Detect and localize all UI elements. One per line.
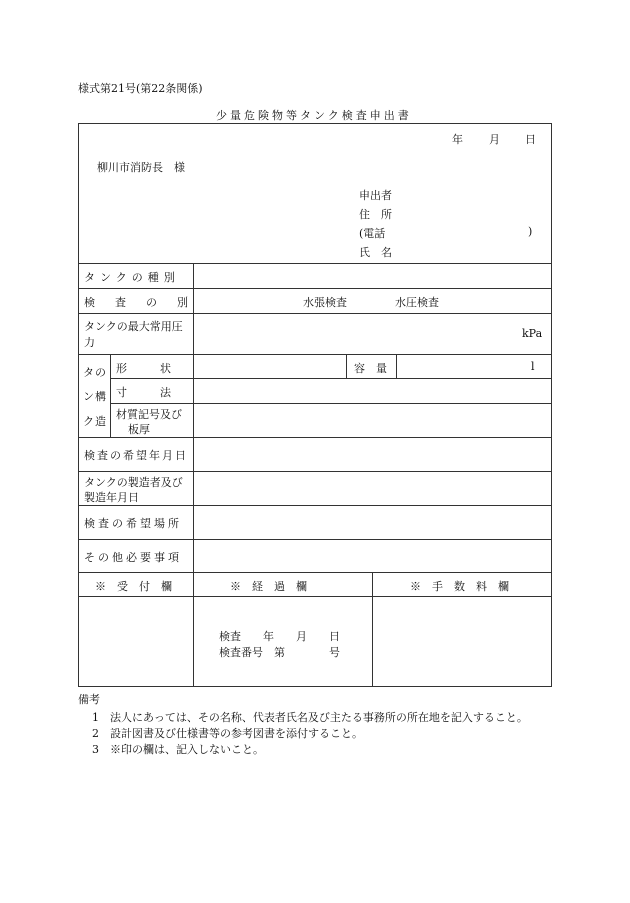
progress-header: ※ 経 過 欄 — [230, 580, 307, 593]
form-number: 様式第21号(第22条関係) — [78, 82, 203, 95]
note-item-2: 2 設計図書及び仕様書等の参考図書を添付すること。 — [92, 727, 363, 740]
fee-header: ※ 手 数 料 欄 — [410, 580, 509, 593]
reception-header: ※ 受 付 欄 — [95, 580, 172, 593]
manufacturer-label-2: 製造年月日 — [84, 491, 139, 504]
capacity-label: 容 量 — [354, 362, 387, 375]
applicant-label: 申出者 — [359, 189, 392, 202]
dimensions-label: 寸 法 — [116, 386, 171, 399]
other-label: その他必要事項 — [84, 551, 182, 564]
inspection-date-line: 検査 年 月 日 — [219, 630, 340, 643]
shape-label: 形 状 — [116, 362, 171, 375]
water-pressure-inspection: 水圧検査 — [395, 296, 439, 309]
max-pressure-label-2: 力 — [84, 336, 95, 349]
date-month: 月 — [489, 133, 500, 146]
structure-char-5: ク — [83, 415, 94, 428]
inspection-number-line: 検査番号 第 号 — [219, 646, 340, 659]
inspection-type-label: 検 査 の 別 — [84, 296, 188, 309]
structure-char-4: 構 — [95, 390, 106, 403]
pressure-unit: kPa — [522, 327, 543, 340]
form-title: 少量危険物等タンク検査申出書 — [216, 109, 412, 122]
structure-char-2: の — [95, 366, 106, 379]
date-day: 日 — [525, 133, 536, 146]
structure-char-1: タ — [83, 366, 94, 379]
desired-place-label: 検査の希望場所 — [84, 517, 182, 530]
note-item-3: 3 ※印の欄は、記入しないこと。 — [92, 743, 264, 756]
material-label-1: 材質記号及び — [116, 408, 182, 421]
structure-char-6: 造 — [95, 415, 106, 428]
notes-heading: 備考 — [78, 693, 100, 706]
addressee: 柳川市消防長 様 — [97, 161, 185, 174]
phone-close: ) — [528, 225, 533, 238]
desired-date-label: 検査の希望年月日 — [84, 449, 188, 462]
capacity-unit: l — [531, 360, 535, 373]
tank-type-label: タンクの種別 — [84, 271, 180, 284]
max-pressure-label-1: タンクの最大常用圧 — [84, 320, 183, 333]
date-year: 年 — [452, 133, 463, 146]
material-label-2: 板厚 — [128, 423, 150, 436]
phone-label: (電話 — [359, 227, 386, 240]
address-label: 住 所 — [359, 208, 392, 221]
manufacturer-label-1: タンクの製造者及び — [84, 476, 183, 489]
structure-char-3: ン — [83, 390, 94, 403]
note-item-1: 1 法人にあっては、その名称、代表者氏名及び主たる事務所の所在地を記入すること。 — [92, 711, 528, 724]
name-label: 氏 名 — [359, 246, 392, 259]
water-fill-inspection: 水張検査 — [303, 296, 347, 309]
